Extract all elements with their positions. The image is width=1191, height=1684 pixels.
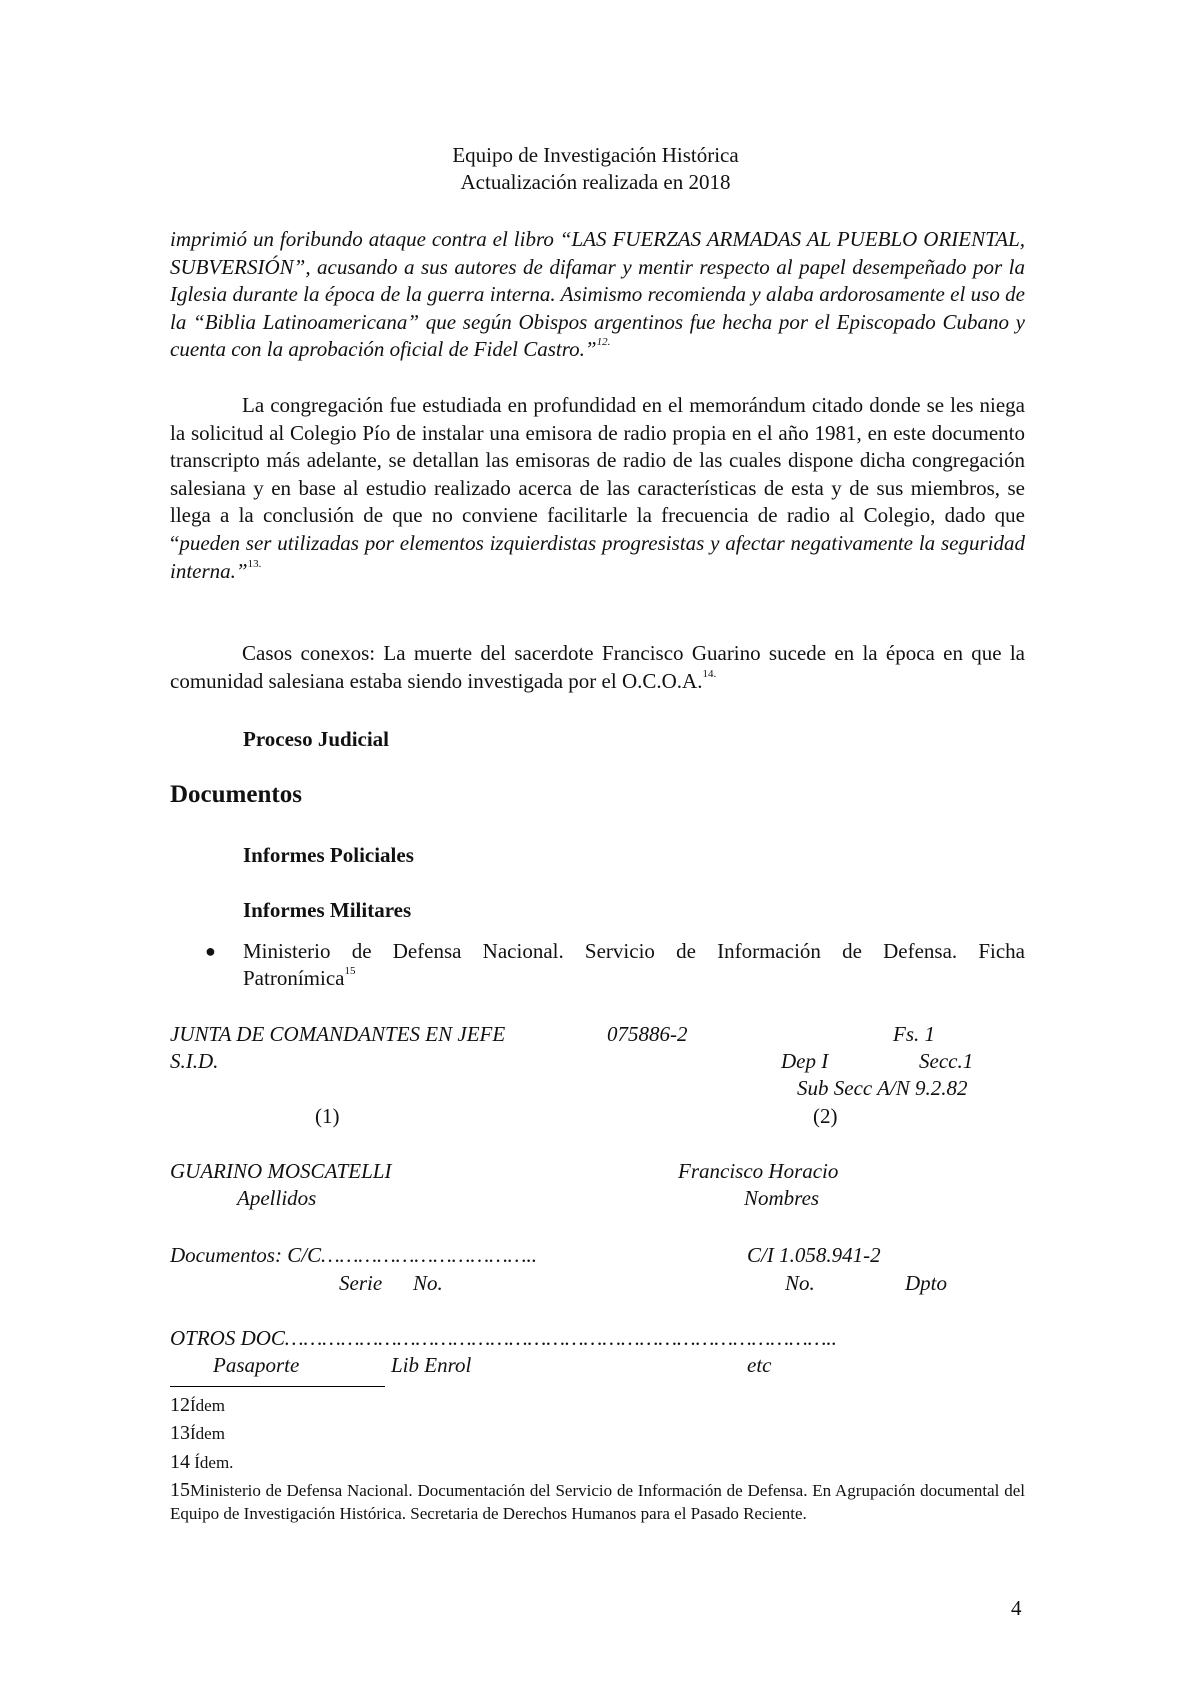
- footnote-13-text: Ídem: [190, 1424, 225, 1443]
- body-paragraph-2: [170, 640, 1025, 695]
- footnote-12-text: Ídem: [190, 1396, 225, 1415]
- bullet-line-2-text: Patronímica: [243, 966, 345, 990]
- paragraph-1-quote: pueden ser utilizadas por elementos izquierdistas progresistas y afectar negativamente la seguridad interna.”: [170, 530, 1025, 583]
- footnote-13-number: 13: [170, 1422, 190, 1444]
- form-subsecc: Sub Secc A/N 9.2.82: [797, 1076, 968, 1100]
- footnote-ref-15: 15: [344, 965, 356, 977]
- form-fs: Fs. 1: [893, 1022, 935, 1046]
- form-no-label-2: No.: [785, 1271, 815, 1295]
- footnote-separator: [170, 1386, 385, 1387]
- footnote-14: [170, 1451, 1025, 1474]
- footnote-14-text: Ídem.: [190, 1453, 234, 1472]
- form-documentos: Documentos: C/C……………………………..: [170, 1243, 537, 1267]
- form-apellidos-label: Apellidos: [237, 1186, 317, 1210]
- form-number-1: (1): [315, 1104, 340, 1128]
- form-pasaporte-label: Pasaporte: [213, 1353, 300, 1377]
- heading-proceso-judicial: Proceso Judicial: [243, 727, 390, 751]
- page-number: 4: [1011, 1596, 1022, 1620]
- footnote-15: [170, 1479, 1025, 1525]
- form-ci: C/I 1.058.941-2: [747, 1243, 881, 1267]
- footnote-14-number: 14: [170, 1451, 190, 1473]
- bullet-line-2: [243, 966, 355, 991]
- form-dpto-label: Dpto: [905, 1271, 947, 1295]
- form-secc: Secc.1: [919, 1049, 974, 1073]
- heading-informes-militares: Informes Militares: [243, 898, 412, 922]
- form-otros-doc: OTROS DOC……………………………………………………………………………..: [170, 1326, 837, 1350]
- footnote-13: [170, 1422, 1025, 1445]
- footnote-ref-13: 13.: [247, 557, 262, 570]
- form-number-2: (2): [813, 1104, 838, 1128]
- form-lib-enrol-label: Lib Enrol: [391, 1353, 472, 1377]
- paragraph-2-text: Casos conexos: La muerte del sacerdote Francisco Guarino sucede en la época en que la comunidad salesiana estaba siendo investigada por el O.C.O.A.: [170, 641, 1025, 693]
- quote-paragraph: [170, 226, 1025, 364]
- form-junta: JUNTA DE COMANDANTES EN JEFE: [170, 1022, 506, 1046]
- form-no-label-1: No.: [413, 1271, 443, 1295]
- footnote-ref-12: 12.: [596, 336, 611, 349]
- page-header: [0, 142, 1191, 196]
- footnote-15-text: Ministerio de Defensa Nacional. Documentación del Servicio de Información de Defensa. En Agrupación documental del Equipo de Investigación Histórica. Secretaria de Derechos Humanos para el Pasado Reciente.: [170, 1481, 1025, 1523]
- header-line-2: Actualización realizada en 2018: [460, 170, 731, 194]
- heading-documentos: Documentos: [170, 781, 302, 808]
- form-surname: GUARINO MOSCATELLI: [170, 1159, 392, 1183]
- form-serie-label: Serie: [339, 1271, 383, 1295]
- heading-informes-policiales: Informes Policiales: [243, 843, 414, 867]
- footnote-15-number: 15: [170, 1479, 190, 1501]
- paragraph-1-text: La congregación fue estudiada en profundidad en el memorándum citado donde se les niega la solicitud al Colegio Pío de instalar una emisora de radio propia en el año 1981, en este documento transcripto más adelante, se detallan las emisoras de radio de las cuales dispone dicha congregación salesiana y en base al estudio realizado acerca de las características de esta y de sus miembros, se llega a la conclusión de que no conviene facilitarle la frecuencia de radio al Colegio, dado que “: [170, 393, 1025, 555]
- form-sid: S.I.D.: [170, 1049, 219, 1073]
- form-dep: Dep I: [781, 1049, 829, 1073]
- form-etc-label: etc: [747, 1353, 772, 1377]
- footnote-ref-14: 14.: [702, 667, 717, 680]
- quote-text: imprimió un foribundo ataque contra el libro “LAS FUERZAS ARMADAS AL PUEBLO ORIENTAL, SUBVERSIÓN”, acusando a sus autores de difamar y mentir respecto al papel desempeñado por la Iglesia durante la época de la guerra interna. Asimismo recomienda y alaba ardorosamente el uso de la “Biblia Latinoamericana” que según Obispos argentinos fue hecha por el Episcopado Cubano y cuenta con la aprobación oficial de Fidel Castro.”: [170, 227, 1025, 362]
- footnote-12-number: 12: [170, 1394, 190, 1416]
- header-line-1: Equipo de Investigación Histórica: [452, 143, 739, 167]
- form-nombres-label: Nombres: [744, 1186, 820, 1210]
- bullet-line-1: Ministerio de Defensa Nacional. Servicio de Información de Defensa. Ficha: [243, 939, 1025, 963]
- footnote-12: [170, 1394, 1025, 1417]
- bullet-dot: ●: [205, 941, 216, 961]
- body-paragraph-1: [170, 392, 1025, 585]
- form-names: Francisco Horacio: [678, 1159, 839, 1183]
- form-code: 075886-2: [607, 1022, 688, 1046]
